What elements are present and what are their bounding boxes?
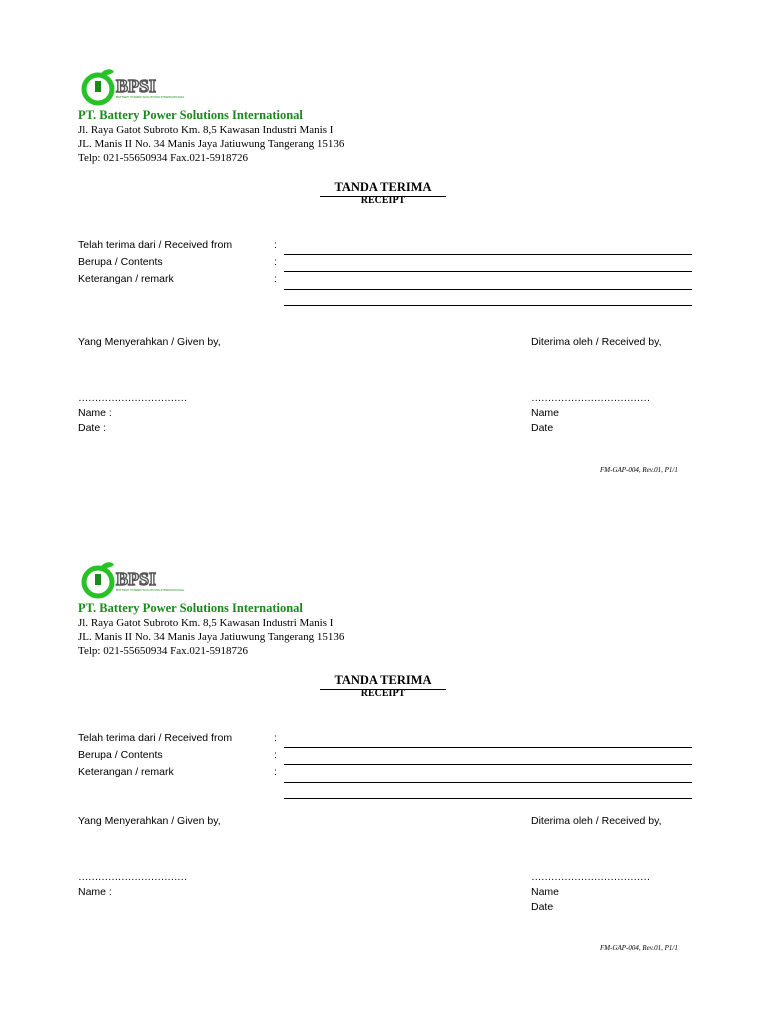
date-label-right: Date: [531, 901, 554, 913]
address-line-2: JL. Manis II No. 34 Manis Jaya Jatiuwung Tangerang 15136: [78, 138, 345, 150]
receipt-title: TANDA TERIMA: [320, 180, 446, 197]
name-label-right: Name: [531, 407, 560, 419]
form-code: FM-GAP-004, Rev.01, P1/1: [600, 466, 678, 474]
svg-text:BPSI: BPSI: [116, 569, 157, 589]
receipt-form-1: [0, 0, 768, 480]
field-label-received-from: Telah terima dari / Received from: [78, 239, 233, 251]
date-label-right: Date: [531, 422, 554, 434]
phone-fax: Telp: 021-55650934 Fax.021-5918726: [78, 152, 249, 164]
received-from-line[interactable]: [284, 747, 692, 748]
receipt-subtitle: RECEIPT: [360, 195, 406, 206]
receipt-title: TANDA TERIMA: [320, 673, 446, 690]
form-code: FM-GAP-004, Rev.01, P1/1: [600, 944, 678, 952]
phone-fax: Telp: 021-55650934 Fax.021-5918726: [78, 645, 249, 657]
address-line-1: Jl. Raya Gatot Subroto Km. 8,5 Kawasan Industri Manis I: [78, 617, 334, 629]
remark-line[interactable]: [284, 289, 692, 290]
bpsi-logo: [80, 559, 190, 601]
given-by-label: Yang Menyerahkan / Given by,: [78, 815, 221, 827]
contents-line[interactable]: [284, 271, 692, 272]
field-colon: :: [274, 239, 277, 251]
field-label-remark: Keterangan / remark: [78, 273, 174, 285]
address-line-2: JL. Manis II No. 34 Manis Jaya Jatiuwung Tangerang 15136: [78, 631, 345, 643]
receipt-form-2: [0, 493, 768, 973]
received-from-line[interactable]: [284, 254, 692, 255]
svg-text:BPSI: BPSI: [116, 76, 157, 96]
field-label-received-from: Telah terima dari / Received from: [78, 732, 233, 744]
field-label-remark: Keterangan / remark: [78, 766, 174, 778]
name-label-left: Name :: [78, 407, 112, 419]
remark-line[interactable]: [284, 782, 692, 783]
receipt-subtitle: RECEIPT: [360, 688, 406, 699]
field-label-contents: Berupa / Contents: [78, 749, 163, 761]
remark-line-2[interactable]: [284, 798, 692, 799]
received-by-signature-line[interactable]: ………………………………: [531, 392, 650, 404]
field-colon: :: [274, 766, 277, 778]
svg-text:BATTERY POWER SOLUTIONS INTERN: BATTERY POWER SOLUTIONS INTERNATIONAL: [116, 95, 185, 99]
field-colon: :: [274, 749, 277, 761]
field-colon: :: [274, 273, 277, 285]
field-colon: :: [274, 732, 277, 744]
bpsi-logo: [80, 66, 190, 108]
received-by-label: Diterima oleh / Received by,: [531, 815, 662, 827]
svg-text:BATTERY POWER SOLUTIONS INTERN: BATTERY POWER SOLUTIONS INTERNATIONAL: [116, 588, 185, 592]
contents-line[interactable]: [284, 764, 692, 765]
field-colon: :: [274, 256, 277, 268]
received-by-label: Diterima oleh / Received by,: [531, 336, 662, 348]
field-label-contents: Berupa / Contents: [78, 256, 163, 268]
remark-line-2[interactable]: [284, 305, 692, 306]
company-name: PT. Battery Power Solutions International: [78, 601, 303, 615]
company-name: PT. Battery Power Solutions International: [78, 108, 303, 122]
date-label-left: Date :: [78, 422, 107, 434]
name-label-left: Name :: [78, 886, 112, 898]
given-by-label: Yang Menyerahkan / Given by,: [78, 336, 221, 348]
received-by-signature-line[interactable]: ………………………………: [531, 871, 650, 883]
given-by-signature-line[interactable]: ……………………………: [78, 871, 187, 883]
name-label-right: Name: [531, 886, 560, 898]
address-line-1: Jl. Raya Gatot Subroto Km. 8,5 Kawasan Industri Manis I: [78, 124, 334, 136]
given-by-signature-line[interactable]: ……………………………: [78, 392, 187, 404]
